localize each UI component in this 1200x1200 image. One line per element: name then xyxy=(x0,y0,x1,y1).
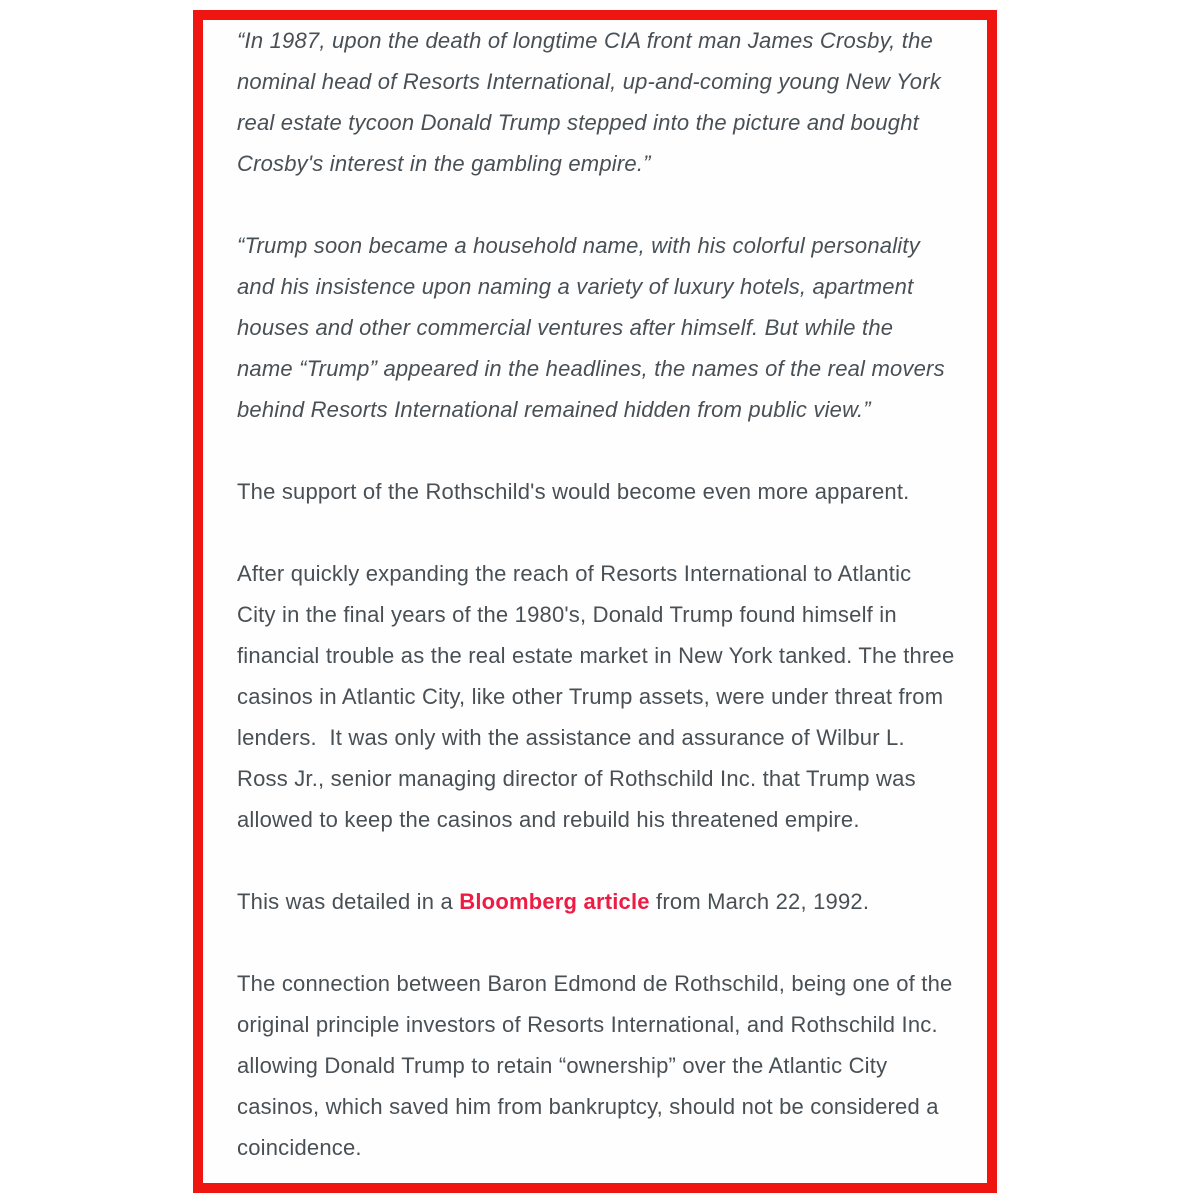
bloomberg-article-link[interactable]: Bloomberg article xyxy=(459,889,650,914)
text-before-link: This was detailed in a xyxy=(237,889,460,914)
paragraph-bloomberg-reference xyxy=(237,881,955,922)
paragraph-atlantic-city-expansion: After quickly expanding the reach of Resorts International to Atlantic City in the final years of the 1980's, Donald Trump found himself in financial trouble as the real estate market in New York tanked. The three casinos in Atlantic City, like other Trump assets, were under threat from lenders. It was only with the assistance and assurance of Wilbur L. Ross Jr., senior managing director of Rothschild Inc. that Trump was allowed to keep the casinos and rebuild his threatened empire. xyxy=(237,561,961,832)
text-after-link: from March 22, 1992. xyxy=(649,889,870,914)
paragraph-rothschild-connection: The connection between Baron Edmond de Rothschild, being one of the original principle investors of Resorts International, and Rothschild Inc. allowing Donald Trump to retain “ownership” over the Atlantic City casinos, which saved him from bankruptcy, should not be considered a coincidence. xyxy=(237,971,959,1160)
article-frame xyxy=(193,10,997,1193)
paragraph-rothschild-support: The support of the Rothschild's would become even more apparent. xyxy=(237,479,910,504)
paragraph-quote-1987: “In 1987, upon the death of longtime CIA front man James Crosby, the nominal head of Resorts International, up-and-coming young New York real estate tycoon Donald Trump stepped into the picture and bought Crosby's interest in the gambling empire.” xyxy=(237,28,948,176)
paragraph-quote-household-name: “Trump soon became a household name, with his colorful personality and his insistence upon naming a variety of luxury hotels, apartment houses and other commercial ventures after himself. But while the name “Trump” appeared in the headlines, the names of the real movers behind Resorts International remained hidden from public view.” xyxy=(237,233,952,422)
